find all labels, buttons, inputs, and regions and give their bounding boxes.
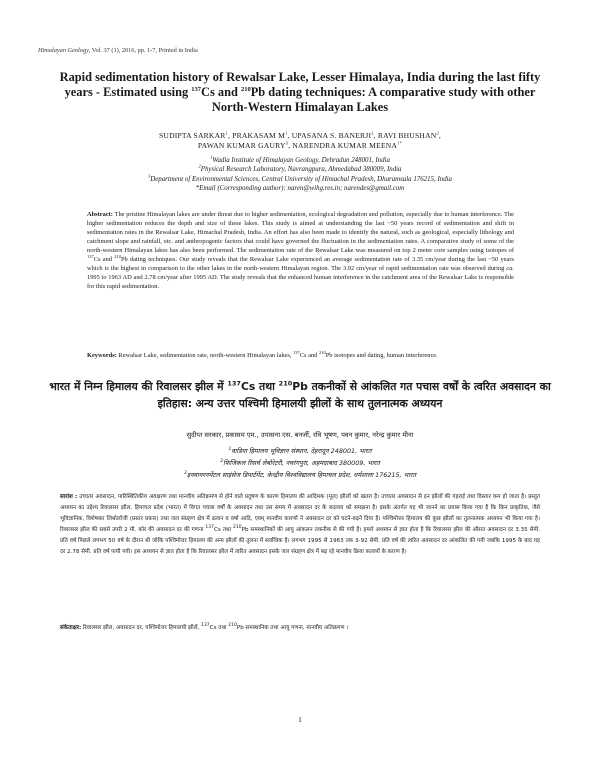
affiliation [40,165,560,174]
keywords [87,349,514,361]
hindi-affiliations [40,445,560,482]
author-name: PRAKASAM M [232,131,286,140]
affiliation [40,156,560,165]
hindi-authors: सुदीप्त सरकार, प्रकासम एम., उपासना एस. बनर्जी, रवि भूषण, पवन कुमार, नरेन्द्र कुमार मीना [186,431,414,439]
hindi-abstract-label: सारांश : [60,494,78,500]
title-superscript: 210 [240,85,251,93]
keywords-superscript: 137 [293,349,300,355]
hindi-title-part: Pb तकनीकों से आंकलित गत पचास वर्षों के त्वरित अवसादन का इतिहास: अन्य उत्तर पश्चिमी हिमालयी झीलों के साथ तुलनात्मक अध्ययन [157,380,551,410]
keywords-text: Pb isotopes and dating, human interference. [325,352,438,359]
hindi-keywords [60,623,540,634]
affiliations [40,156,560,194]
keywords-superscript: 210 [318,349,326,355]
author-mark: 3 [285,140,289,146]
affiliation [40,175,560,184]
hindi-abstract [60,492,540,558]
title-superscript: 137 [191,85,202,93]
hindi-title-part: Cs तथा [240,380,279,393]
author-line: SUDIPTA SARKAR$^1$, PRAKASAM $M^1$, UPASANA S. BANERJI$^2$, RAVI BHUSHAN$^2$, [158,130,442,140]
title-part: Rapid sedimentation history of Rewalsar Lake, Lesser Himalaya, India during the last fifty years - Estimated using [59,70,541,99]
abstract-italic: ca. [506,264,514,272]
affiliation-text: फिजिकल रिसर्च लेबोरेटरी, नवरंगपुरा, अहमदाबाद 380009, भारत [223,459,380,468]
author-mark: 2 [371,130,374,136]
hindi-keywords-text: Cs तथा [209,625,229,631]
affiliation-mark: 2 [220,459,224,465]
abstract-label: Abstract: [87,211,113,218]
author-mark: 1* [397,140,403,146]
affiliation-text: वाडिया हिमालय भूविज्ञान संस्थान, देहरादून 248001, भारत [231,447,372,455]
hindi-keywords-text: Pb समस्थानिक तथा आयु गणना, मानवीय अतिक्रमण । [236,625,349,631]
author-mark: 2 [436,130,439,136]
page-number: 1 [298,715,302,724]
abstract-text: Cs and [93,255,115,263]
hindi-keywords-superscript: 210 [228,623,237,629]
affiliation-text: Physical Research Laboratory, Navrangpura, Ahmedabad 380009, India [200,166,402,174]
hindi-title-superscript: 210 [278,379,293,388]
affiliation-text: Wadia Institute of Himalayan Geology, Dehradun 248001, India [212,157,390,164]
affiliation-mark: 1 [210,154,213,160]
author-name: PAWAN KUMAR GAURY [197,141,286,150]
title-part: Pb dating techniques: A comparative study with other North-Western Himalayan Lakes [211,85,536,114]
keywords-text: Rewalsar Lake, sedimentation rate, north-western Himalayan lakes, [116,352,294,359]
hindi-title-superscript: 137 [227,379,241,388]
author-name: RAVI BHUSHAN [377,131,437,140]
hindi-abstract-superscript: 137 [205,525,214,531]
hindi-keywords-superscript: 137 [201,623,210,629]
journal-details: Vol. 37 (1), 2016, pp. 1-7, Printed in India [91,47,198,54]
hindi-affiliation [40,469,560,481]
author-name: SUDIPTA SARKAR [158,131,226,140]
abstract-text: The pristine Himalayan lakes are under threat due to higher sedimentation, ecological degradation and pollution, especially due to human interference. The higher sedimentation reduces the depth and size of these lakes. This study is aimed at understanding the last ~50 years record of sedimentation and shift in sedimentation rates in the Rewalsar Lake, Himachal Pradesh, India. An effort has also been made to identify the natural, such as geological, especially lithology and catchment slope and rainfall, etc. and anthropogenic factors that could have governed the fluctuation in the sedimentation rates. A comparative study of some of the north-western Himalayan lakes has also been performed. The sedimentation rate of the Rewalsar Lake was measured on top 2 meter core samples using isotopes of [87,211,514,254]
author-list [40,131,560,151]
affiliation-mark: 3 [183,471,187,477]
running-head [38,47,198,54]
hindi-affiliation [40,457,560,469]
abstract-text: 1995 to 1963 AD and 2.78 cm/year after 1995 AD. The study reveals that the enhanced human interference in the catchment area of the Rewalsar Lake is responsible for this rapid sedimentation. [87,273,514,290]
hindi-title [40,378,560,412]
hindi-abstract-superscript: 210 [233,525,242,531]
keywords-text: Cs and [299,352,319,359]
author-name: NARENDRA KUMAR MEENA [292,141,398,150]
hindi-abstract-text: उच्चतर अवसादन, पारिस्थितिकीय अवक्षरण तथा मानवीय अतिक्रमण से होने वाले प्रदूषण के कारण हिमालय की आदिमक (मूल) झीलों को खतरा है। उच्चतर अवसादन से इन झीलों की गहराई तथा विस्तार कम हो जाता है। प्रस्तुत अध्ययन का उद्देश्य रिवालसर झील, हिमाचल प्रदेश (भारत) में विगत पचास वर्षों के अवसादन तथा उस समय में अवसादन दर के बदलाव को समझना है। इसके अंतर्गत यह भी जानने का प्रयास किया गया है कि किन प्राकृतिक, जैसे भूविज्ञानिक, विशेषकर लिथोलॉजी (प्रस्तर प्रकार) तथा जल संग्रहण क्षेत्र में ढलान व वर्षा आदि, एवम् मानवीय कारणों ने अवसादन दर को घटने-बढ़ने दिया है। पश्चिमोत्तर हिमालय की कुछ झीलों का तुलनात्मक अध्ययन भी किया गया है। रिवालसर झील की सबसे उपरी 2 मी. कोर की अवसादन दर की गणना [60,494,540,533]
abstract [87,211,514,292]
corresponding-author: *Email (Corresponding author): naren@wihg.res.in; narendes@gmail.com [195,185,405,193]
author-line: PAWAN KUMAR GAURY$^3$, NARENDRA KUMAR $MEENA^{1*}$ [197,140,403,150]
affiliation-mark: 3 [148,173,151,179]
hindi-abstract-text: Pb समस्थानिकों की आयु आंकलन तकनीक से की गयी है। हमारे अध्ययन से ज्ञात होता है कि रिवालसर झील की औसत अवसादन दर 3.35 सेमी. प्रति वर्ष पिछले लगभग 50 वर्ष के दौरान थी जोकि पश्चिमोत्तर हिमालय की अन्य झीलों की तुलना में सर्वाधिक है। लगभग 1995 से 1963 तक 3-92 सेमी. प्रति वर्ष की त्वरित अवसादन दर आंकलित की गयी जबकि 1995 के बाद यह दर 2.78 सेमी. प्रति वर्ष पायी गयी। इस अध्ययन से ज्ञात होता है कि रिवालसर झील में त्वरित अवसादन इसके जल संग्रहण क्षेत्र में बढ़ रहे मानवीय क्रिया कलापों के कारण है। [60,527,540,555]
abstract-superscript: 210 [114,253,121,259]
affiliation-text: इनवायरनमेंटल साइंसेज डिपार्टमेंट, केन्द्रीय विश्वविद्यालय हिमाचल प्रदेश, धर्मशाला 176215, भारत [186,471,417,480]
hindi-affiliation [40,445,560,457]
hindi-abstract-text: Cs तथा [214,527,234,533]
author-mark: 1 [285,130,288,136]
author-mark: 1 [225,130,228,136]
abstract-superscript: 137 [87,253,94,259]
journal-name: Himalayan Geology, [38,47,91,54]
author-name: UPASANA S. BANERJI [291,131,372,140]
abstract-text: Pb dating techniques. Our study reveals that the Rewalsar Lake experienced an average sedimentation rate of 3.35 cm/year during the last ~50 years which is the highest in comparison to the other lakes in the north-western Himalayan region. The 3.92 cm/year of rapid sedimentation rate was observed during [87,255,514,272]
hindi-keywords-label: संकेताक्षर: [60,625,82,631]
hindi-keywords-text: रिवालसर झील, अवसादन दर, पश्चिमोत्तर हिमालयी झीलें, [81,625,202,631]
affiliation-mark: 1 [228,446,232,452]
title-part: Cs and [201,85,241,99]
paper-title [48,70,552,115]
affiliation-text: Department of Environmental Sciences, Central University of Himachal Pradesh, Dharamsala 176215, India [150,175,452,183]
hindi-title-part: भारत में निम्न हिमालय की रिवालसर झील में [49,380,228,393]
affiliation-mark: 2 [198,164,201,170]
keywords-label: Keywords: [87,352,117,359]
